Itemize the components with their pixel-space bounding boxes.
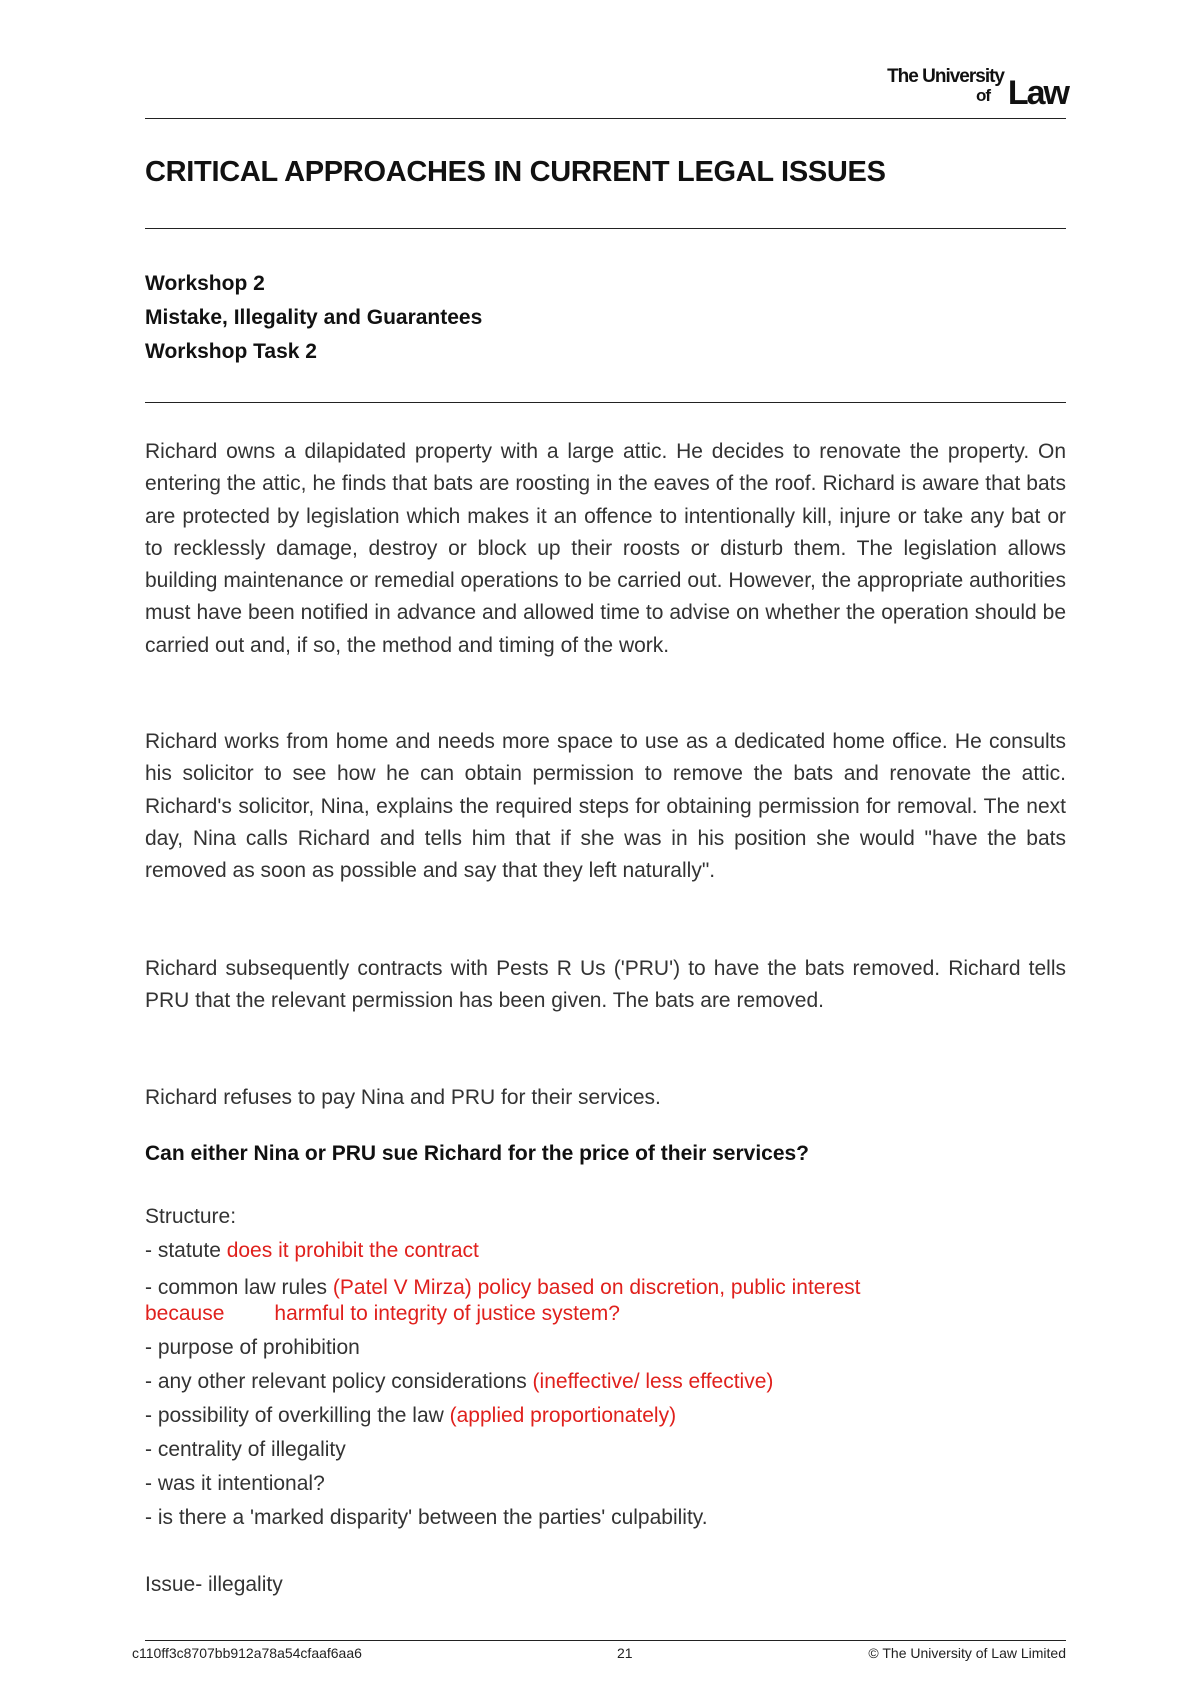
workshop-topic: Mistake, Illegality and Guarantees — [145, 306, 483, 329]
issue-line: Issue- illegality — [145, 1573, 283, 1596]
structure-annotation: does it prohibit the contract — [226, 1239, 479, 1262]
structure-item-text: - possibility of overkilling the law — [145, 1404, 450, 1427]
structure-item-statute — [145, 1239, 479, 1263]
structure-item-common-law-cont — [145, 1302, 620, 1326]
logo-law: Law — [1007, 74, 1068, 112]
footer-copyright: © The University of Law Limited — [868, 1645, 1066, 1661]
logo-of: of — [975, 86, 990, 105]
paragraph-facts: Richard owns a dilapidated property with a large attic. He decides to renovate the property. On entering the attic, he finds that bats are roosting in the eaves of the roof. Richard is aware that bats are protected by legislation which makes it an offence to intentionally kill, injure or take any bat or to recklessly damage, destroy or block up their roosts or disturb them. The legislation allows building maintenance or remedial operations to be carried out. However, the appropriate authorities must have been notified in advance and allowed time to advise on whether the operation should be carried out and, if so, the method and timing of the work. — [145, 440, 1066, 657]
footer-rule — [145, 1640, 1066, 1641]
logo-line1: The University — [887, 66, 1004, 87]
structure-annotation: (Patel V Mirza) policy based on discretion, public interest — [332, 1276, 861, 1299]
footer-document-code: c110ff3c8707bb912a78a54cfaaf6aa6 — [132, 1645, 362, 1661]
page-title: CRITICAL APPROACHES IN CURRENT LEGAL ISSUES — [145, 156, 886, 188]
workshop-task: Workshop Task 2 — [145, 340, 317, 363]
structure-item-common-law — [145, 1274, 1066, 1302]
structure-item-centrality: - centrality of illegality — [145, 1438, 346, 1461]
structure-item-intention: - was it intentional? — [145, 1472, 325, 1495]
structure-item-disparity: - is there a 'marked disparity' between the parties' culpability. — [145, 1506, 708, 1529]
paragraph-contract: Richard subsequently contracts with Pests R Us ('PRU') to have the bats removed. Richard tells PRU that the relevant permission has been given. The bats are removed. — [145, 957, 1066, 1013]
structure-item-purpose: - purpose of prohibition — [145, 1336, 360, 1359]
paragraph-refusal: Richard refuses to pay Nina and PRU for their services. — [145, 1086, 661, 1109]
footer-page-number: 21 — [617, 1645, 633, 1661]
structure-item-policy — [145, 1370, 773, 1394]
structure-item-overkill — [145, 1404, 676, 1428]
university-logo — [862, 64, 1072, 110]
structure-item-text: - common law rules — [145, 1276, 333, 1299]
title-rule — [145, 228, 1066, 229]
structure-annotation: (applied proportionately) — [449, 1404, 677, 1427]
structure-item-text: - statute — [145, 1239, 227, 1262]
structure-annotation: because — [145, 1302, 225, 1325]
structure-item-text: - any other relevant policy considerations — [145, 1370, 533, 1393]
paragraph-solicitor: Richard works from home and needs more space to use as a dedicated home office. He consults his solicitor to see how he can obtain permission to remove the bats and renovate the attic. Richard's solicitor, Nina, explains the required steps for obtaining permission for removal. The next day, Nina calls Richard and tells him that if she was in his position she would "have the bats removed as soon as possible and say that they left naturally". — [145, 730, 1066, 883]
structure-annotation: harmful to integrity of justice system? — [274, 1302, 620, 1325]
section-rule — [145, 402, 1066, 403]
workshop-number: Workshop 2 — [145, 272, 265, 295]
task-question: Can either Nina or PRU sue Richard for the price of their services? — [145, 1142, 810, 1165]
header-rule — [145, 118, 1066, 119]
structure-annotation: (ineffective/ less effective) — [532, 1370, 774, 1393]
structure-heading: Structure: — [145, 1205, 237, 1228]
